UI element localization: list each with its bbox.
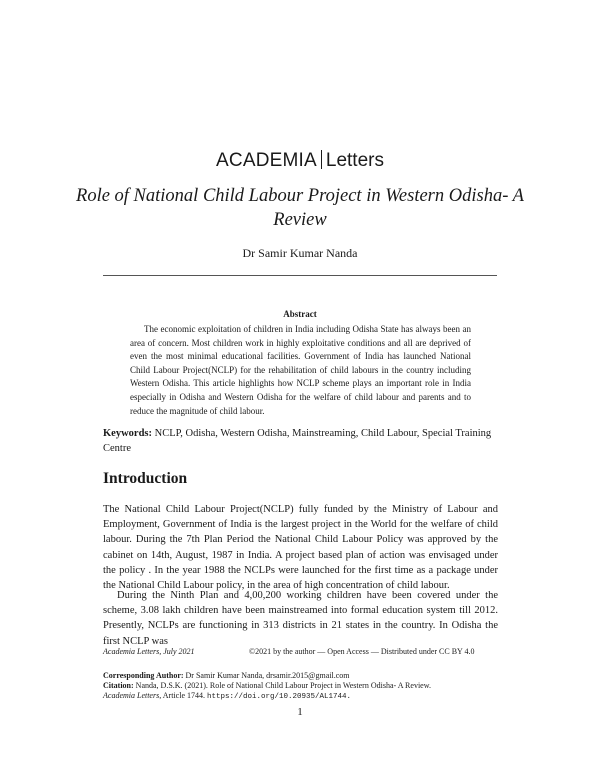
masthead-divider	[321, 150, 322, 169]
keywords	[103, 426, 498, 456]
citation-journal: Academia Letters	[103, 691, 160, 701]
journal-brand: ACADEMIA	[216, 150, 317, 171]
footer-correspondence	[103, 671, 503, 703]
footer-journal-line	[103, 647, 498, 656]
corresponding-author-line	[103, 671, 503, 681]
page-number: 1	[297, 706, 303, 718]
journal-masthead	[0, 150, 600, 172]
citation-text: Nanda, D.S.K. (2021). Role of National Child Labour Project in Western Odisha- A Review.	[135, 681, 431, 691]
abstract-heading: Abstract	[283, 309, 317, 319]
author-name: Dr Samir Kumar Nanda	[242, 246, 358, 260]
keywords-label: Keywords:	[103, 428, 152, 439]
journal-section: Letters	[325, 150, 384, 171]
keywords-text: NCLP, Odisha, Western Odisha, Mainstreaming, Child Labour, Special Training Centre	[103, 428, 492, 454]
citation-label: Citation:	[103, 681, 134, 691]
intro-paragraph-1: The National Child Labour Project(NCLP) fully funded by the Ministry of Labour and Employment, Government of India is the largest project in the World for the welfare of child labour. During the 7th Plan Period the National Child Labour Policy was approved by the cabinet on 14th, August, 1987 in India. A project based plan of action was envisaged under the policy . In the year 1988 the NCLPs were launched for the first time as a package under the National Child Labour policy, in the area of high concentration of child labour.	[103, 504, 498, 592]
footer-license: ©2021 by the author — Open Access — Distributed under CC BY 4.0	[249, 647, 475, 656]
corresponding-author-text: Dr Samir Kumar Nanda, drsamir.2015@gmail.com	[185, 671, 350, 680]
abstract-text: The economic exploitation of children in India including Odisha State has always been an area of concern. Most children work in highly exploitative conditions and all are deprived of even the most minimal educational facilities. Government of India has launched National Child Labour Project(NCLP) for the rehabilitation of child labours in the country including Western Odisha. This article highlights how NCLP scheme plays an important role in India especially in Odisha and Western Odisha for the welfare of child labour and parents and to reduce the magnitude of child labour.	[130, 324, 471, 416]
corresponding-author-label: Corresponding Author:	[103, 671, 184, 680]
footer-journal-date: Academia Letters, July 2021	[103, 647, 195, 656]
article-title: Role of National Child Labour Project in Western Odisha- A Review	[76, 186, 524, 230]
citation-article: , Article 1744.	[159, 691, 205, 701]
citation-line	[103, 681, 503, 691]
introduction-heading: Introduction	[103, 470, 188, 487]
title-divider	[103, 275, 497, 276]
citation-journal-line	[103, 691, 503, 702]
citation-doi-link[interactable]: https://doi.org/10.20935/AL1744.	[207, 693, 352, 702]
intro-paragraph-2: During the Ninth Plan and 4,00,200 working children have been covered under the scheme, 3.08 lakh children have been mainstreamed into formal education system till 2012. Presently, NCLPs are functioning in 313 districts in 21 states in the country. In Odisha the first NCLP was	[103, 590, 498, 647]
